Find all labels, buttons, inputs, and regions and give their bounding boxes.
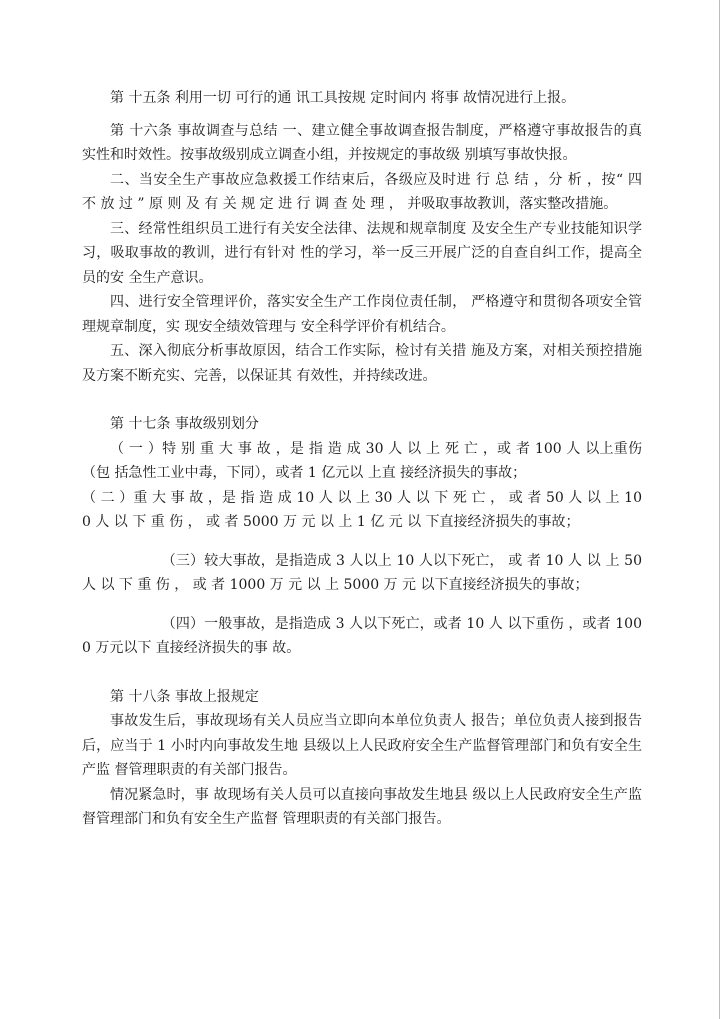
article-17-level-4: （四）一般事故，是指造成 3 人以下死亡，或者 10 人 以下重伤 ，或者 1000 万元以下 直接经济损失的事 故。: [82, 615, 642, 656]
spacer: [82, 661, 642, 685]
article-18-paragraph-1: 事故发生后，事故现场有关人员应当立即向本单位负责人 报告；单位负责人接到报告后，应当于 1 小时内向事故发生地 县级以上人民政府安全生产监督管理部门和负有安全生产监 督管理职责的有关部门报告。: [82, 713, 642, 778]
spacer: [82, 598, 642, 612]
article-17-level-2: （ 二 ）重 大 事 故 ，是 指 造 成 10 人 以 上 30 人 以 下 死 亡 ， 或 者 50 人 以 上 100 人 以 下 重 伤 ， 或 者 5000 万 元 以 上 1 亿 元 以 下直接经济损失的事故；: [82, 489, 642, 530]
article-16-paragraph-5: 五、深入彻底分析事故原因，结合工作实际，检讨有关措 施及方案，对相关预控措施及方案不断充实、完善，以保证其 有效性，并持续改进。: [82, 343, 642, 384]
article-16-paragraph-2: 二、当安全生产事故应急救援工作结束后，各级应及时进 行 总 结 ，分 析 ，按“ 四 不 放 过 ” 原 则 及 有 关 规 定 进 行 调 查 处 理 ， 并吸取事故教训，落实整改措施。: [82, 171, 642, 212]
spacer: [82, 388, 642, 412]
article-17-level-3: （三）较大事故，是指造成 3 人以上 10 人以下死亡， 或 者 10 人 以 上 50 人 以 下 重 伤 ， 或 者 1000 万 元 以 上 5000 万 元 以下直接经济损失的事故；: [82, 552, 642, 593]
article-16-paragraph-1: 第 十六条 事故调查与总结 一、建立健全事故调查报告制度，严格遵守事故报告的真 实性和时效性。按事故级别成立调查小组，并按规定的事故级 别填写事故快报。: [82, 122, 642, 163]
article-17-level-1: （ 一 ）特 别 重 大 事 故 ，是 指 造 成 30 人 以 上 死 亡 ，或 者 100 人 以上重伤（包 括急性工业中毒，下同），或者 1 亿元以 上直 接经济损失的事故；: [82, 440, 642, 481]
article-18-title: 第 十八条 事故上报规定: [110, 688, 259, 705]
document-body: [82, 86, 642, 832]
article-18-paragraph-2: 情况紧急时，事 故现场有关人员可以直接向事故发生地县 级以上人民政府安全生产监督管理部门和负有安全生产监督 管理职责的有关部门报告。: [82, 786, 642, 827]
article-16-paragraph-3: 三、经常性组织员工进行有关安全法律、法规和规章制度 及安全生产专业技能知识学习，吸取事故的教训，进行有针对 性的学习，举一反三开展广泛的自查自纠工作，提高全员的安 全生产意识。: [82, 220, 642, 286]
spacer: [82, 535, 642, 549]
article-17-title: 第 十七条 事故级别划分: [110, 416, 259, 432]
spacer: [82, 111, 642, 119]
article-15-paragraph: 第 十五条 利用一切 可行的通 讯工具按规 定时间内 将事 故情况进行上报。: [110, 90, 576, 106]
article-16-paragraph-4: 四、进行安全管理评价，落实安全生产工作岗位责任制， 严格遵守和贯彻各项安全管理规章制度，实 现安全绩效管理与 安全科学评价有机结合。: [82, 294, 642, 335]
